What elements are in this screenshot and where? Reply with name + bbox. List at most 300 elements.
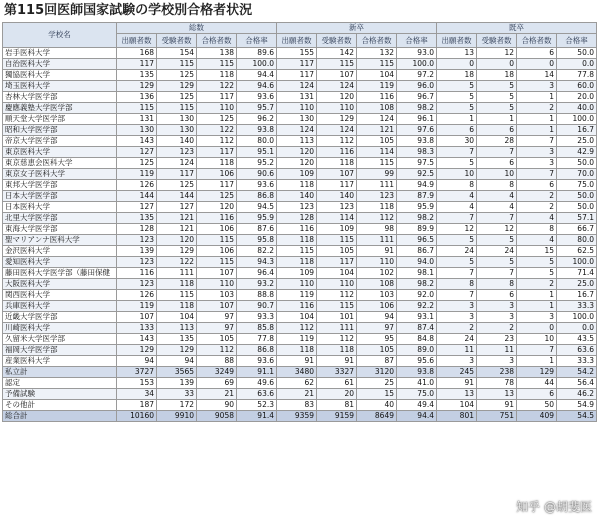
value-cell: 1 [517, 356, 557, 367]
value-cell: 128 [117, 224, 157, 235]
value-cell: 97.2 [397, 70, 437, 81]
table-row [3, 136, 597, 147]
value-cell: 71.4 [557, 268, 597, 279]
value-cell: 120 [157, 235, 197, 246]
table-row [3, 169, 597, 180]
value-cell: 5 [437, 103, 477, 114]
value-cell: 124 [157, 158, 197, 169]
value-cell: 66.7 [557, 224, 597, 235]
table-row [3, 70, 597, 81]
table-row [3, 246, 597, 257]
value-cell: 5 [477, 257, 517, 268]
value-cell: 8 [477, 279, 517, 290]
value-cell: 136 [117, 92, 157, 103]
value-cell: 98.2 [397, 213, 437, 224]
column-header: 合格率 [237, 34, 277, 48]
value-cell: 10160 [117, 411, 157, 422]
value-cell: 8 [477, 180, 517, 191]
value-cell: 93.8 [237, 125, 277, 136]
value-cell: 139 [117, 246, 157, 257]
value-cell: 119 [117, 301, 157, 312]
value-cell: 43.5 [557, 334, 597, 345]
value-cell: 94.9 [397, 180, 437, 191]
column-header: 出願者数 [117, 34, 157, 48]
value-cell: 99 [357, 169, 397, 180]
school-name-cell: 総合計 [3, 411, 117, 422]
value-cell: 57.1 [557, 213, 597, 224]
value-cell: 4 [437, 202, 477, 213]
school-name-cell: 予備試験 [3, 389, 117, 400]
value-cell: 95.6 [397, 356, 437, 367]
value-cell: 116 [277, 224, 317, 235]
value-cell: 56.4 [557, 378, 597, 389]
value-cell: 129 [117, 345, 157, 356]
value-cell: 3 [517, 158, 557, 169]
value-cell: 5 [477, 235, 517, 246]
value-cell: 140 [277, 191, 317, 202]
value-cell: 1 [477, 114, 517, 125]
value-cell: 3 [517, 81, 557, 92]
value-cell: 41.0 [397, 378, 437, 389]
value-cell: 8 [437, 279, 477, 290]
value-cell: 75.0 [557, 180, 597, 191]
column-header: 出願者数 [277, 34, 317, 48]
value-cell: 3120 [357, 367, 397, 378]
value-cell: 5 [437, 158, 477, 169]
value-cell: 5 [517, 268, 557, 279]
value-cell: 116 [357, 92, 397, 103]
value-cell: 238 [477, 367, 517, 378]
value-cell: 23 [477, 334, 517, 345]
value-cell: 112 [277, 323, 317, 334]
value-cell: 91 [357, 246, 397, 257]
value-cell: 128 [277, 213, 317, 224]
value-cell: 11 [477, 345, 517, 356]
value-cell: 7 [437, 268, 477, 279]
value-cell: 7 [477, 268, 517, 279]
value-cell: 94 [117, 356, 157, 367]
value-cell: 100.0 [557, 257, 597, 268]
value-cell: 110 [357, 257, 397, 268]
group-header-total: 総数 [117, 23, 277, 34]
value-cell: 46.2 [557, 389, 597, 400]
value-cell: 5 [477, 92, 517, 103]
value-cell: 13 [437, 48, 477, 59]
value-cell: 105 [357, 345, 397, 356]
school-name-cell: その他計 [3, 400, 117, 411]
value-cell: 95.8 [237, 235, 277, 246]
value-cell: 80.0 [237, 136, 277, 147]
value-cell: 5 [437, 92, 477, 103]
value-cell: 3565 [157, 367, 197, 378]
value-cell: 92.2 [397, 301, 437, 312]
value-cell: 50.0 [557, 48, 597, 59]
value-cell: 50 [517, 400, 557, 411]
value-cell: 10 [437, 169, 477, 180]
value-cell: 155 [277, 48, 317, 59]
value-cell: 100.0 [557, 114, 597, 125]
value-cell: 95 [357, 334, 397, 345]
table-row [3, 158, 597, 169]
value-cell: 117 [317, 180, 357, 191]
value-cell: 93.0 [397, 48, 437, 59]
value-cell: 93.6 [237, 180, 277, 191]
school-name-cell: 東邦大学医学部 [3, 180, 117, 191]
value-cell: 115 [317, 301, 357, 312]
value-cell: 118 [277, 345, 317, 356]
value-cell: 6 [517, 48, 557, 59]
value-cell: 100.0 [237, 59, 277, 70]
value-cell: 13 [477, 389, 517, 400]
value-cell: 132 [357, 48, 397, 59]
value-cell: 125 [197, 191, 237, 202]
value-cell: 112 [357, 213, 397, 224]
value-cell: 49.4 [397, 400, 437, 411]
column-header: 受験者数 [157, 34, 197, 48]
value-cell: 801 [437, 411, 477, 422]
value-cell: 121 [357, 125, 397, 136]
school-name-cell: 関西医科大学 [3, 290, 117, 301]
value-cell: 129 [117, 81, 157, 92]
value-cell: 94 [357, 312, 397, 323]
value-cell: 93.2 [237, 279, 277, 290]
value-cell: 89.6 [237, 48, 277, 59]
value-cell: 117 [317, 257, 357, 268]
school-name-cell: 日本医科大学 [3, 202, 117, 213]
value-cell: 77.8 [237, 334, 277, 345]
table-row [3, 125, 597, 136]
value-cell: 98.2 [397, 103, 437, 114]
value-cell: 94.3 [237, 257, 277, 268]
column-header: 合格率 [557, 34, 597, 48]
value-cell: 3 [517, 312, 557, 323]
school-name-cell: 兵庫医科大学 [3, 301, 117, 312]
value-cell: 7 [517, 136, 557, 147]
value-cell: 104 [277, 312, 317, 323]
group-header-new-graduates: 新卒 [277, 23, 437, 34]
value-cell: 40 [357, 400, 397, 411]
value-cell: 115 [157, 59, 197, 70]
school-name-cell: 久留米大学医学部 [3, 334, 117, 345]
value-cell: 18 [437, 70, 477, 81]
value-cell: 3 [437, 301, 477, 312]
value-cell: 109 [277, 268, 317, 279]
school-name-cell: 聖マリアンナ医科大学 [3, 235, 117, 246]
value-cell: 123 [277, 202, 317, 213]
school-name-cell: 東京慈恵会医科大学 [3, 158, 117, 169]
value-cell: 20.0 [557, 92, 597, 103]
value-cell: 115 [357, 59, 397, 70]
value-cell: 130 [277, 114, 317, 125]
value-cell: 4 [517, 235, 557, 246]
value-cell: 116 [277, 301, 317, 312]
value-cell: 21 [197, 389, 237, 400]
value-cell: 120 [317, 92, 357, 103]
value-cell: 0 [517, 59, 557, 70]
value-cell: 110 [197, 279, 237, 290]
value-cell: 91 [277, 356, 317, 367]
value-cell: 91 [437, 378, 477, 389]
value-cell: 2 [517, 202, 557, 213]
value-cell: 114 [317, 213, 357, 224]
value-cell: 1 [517, 92, 557, 103]
value-cell: 3 [477, 301, 517, 312]
table-header [3, 23, 597, 48]
value-cell: 135 [157, 334, 197, 345]
value-cell: 9159 [317, 411, 357, 422]
table-row [3, 290, 597, 301]
value-cell: 110 [277, 103, 317, 114]
value-cell: 117 [197, 180, 237, 191]
value-cell: 117 [197, 92, 237, 103]
school-name-cell: 福岡大学医学部 [3, 345, 117, 356]
value-cell: 13 [437, 389, 477, 400]
value-cell: 28 [477, 136, 517, 147]
value-cell: 104 [357, 70, 397, 81]
value-cell: 93.3 [237, 312, 277, 323]
grand-total-row [3, 411, 597, 422]
school-name-cell: 自治医科大学 [3, 59, 117, 70]
value-cell: 96.1 [397, 114, 437, 125]
value-cell: 115 [157, 103, 197, 114]
value-cell: 50.0 [557, 191, 597, 202]
value-cell: 130 [117, 125, 157, 136]
value-cell: 6 [437, 125, 477, 136]
value-cell: 117 [197, 147, 237, 158]
value-cell: 24 [437, 334, 477, 345]
value-cell: 0 [477, 59, 517, 70]
value-cell: 135 [117, 70, 157, 81]
value-cell: 34 [117, 389, 157, 400]
table-row [3, 48, 597, 59]
school-name-cell: 私立計 [3, 367, 117, 378]
value-cell: 153 [117, 378, 157, 389]
value-cell: 118 [277, 257, 317, 268]
value-cell: 112 [317, 136, 357, 147]
value-cell: 97.5 [397, 158, 437, 169]
table-row [3, 235, 597, 246]
column-header: 出願者数 [437, 34, 477, 48]
table-row [3, 389, 597, 400]
value-cell: 60.0 [557, 81, 597, 92]
value-cell: 105 [197, 334, 237, 345]
value-cell: 144 [157, 191, 197, 202]
value-cell: 52.3 [237, 400, 277, 411]
value-cell: 7 [477, 213, 517, 224]
value-cell: 91 [317, 356, 357, 367]
table-row [3, 92, 597, 103]
value-cell: 44 [517, 378, 557, 389]
value-cell: 3 [477, 312, 517, 323]
value-cell: 1 [517, 290, 557, 301]
value-cell: 3 [517, 147, 557, 158]
value-cell: 33 [157, 389, 197, 400]
school-name-cell: 北里大学医学部 [3, 213, 117, 224]
watermark: 知乎 @胡斐医 [516, 500, 592, 514]
value-cell: 118 [157, 301, 197, 312]
value-cell: 1 [437, 114, 477, 125]
value-cell: 98.2 [397, 279, 437, 290]
value-cell: 104 [317, 268, 357, 279]
table-row [3, 147, 597, 158]
table-row [3, 312, 597, 323]
value-cell: 81 [317, 400, 357, 411]
value-cell: 85.8 [237, 323, 277, 334]
value-cell: 117 [277, 59, 317, 70]
value-cell: 97 [357, 323, 397, 334]
table-row [3, 334, 597, 345]
value-cell: 123 [357, 191, 397, 202]
value-cell: 129 [517, 367, 557, 378]
value-cell: 7 [437, 290, 477, 301]
table-row [3, 59, 597, 70]
value-cell: 94 [157, 356, 197, 367]
value-cell: 0.0 [557, 59, 597, 70]
value-cell: 187 [117, 400, 157, 411]
school-name-cell: 昭和大学医学部 [3, 125, 117, 136]
value-cell: 4 [477, 202, 517, 213]
value-cell: 103 [197, 290, 237, 301]
value-cell: 110 [277, 279, 317, 290]
value-cell: 98 [357, 224, 397, 235]
value-cell: 103 [357, 290, 397, 301]
value-cell: 114 [357, 147, 397, 158]
value-cell: 172 [157, 400, 197, 411]
value-cell: 110 [197, 103, 237, 114]
value-cell: 98.3 [397, 147, 437, 158]
value-cell: 140 [317, 191, 357, 202]
column-header: 合格者数 [357, 34, 397, 48]
value-cell: 119 [357, 81, 397, 92]
value-cell: 130 [157, 125, 197, 136]
value-cell: 2 [517, 191, 557, 202]
value-cell: 108 [357, 103, 397, 114]
value-cell: 97 [197, 323, 237, 334]
value-cell: 1 [517, 301, 557, 312]
value-cell: 93.8 [397, 367, 437, 378]
value-cell: 89.0 [397, 345, 437, 356]
value-cell: 96.2 [237, 114, 277, 125]
table-row [3, 323, 597, 334]
value-cell: 9058 [197, 411, 237, 422]
school-name-cell: 東海大学医学部 [3, 224, 117, 235]
value-cell: 115 [117, 103, 157, 114]
table-row [3, 191, 597, 202]
school-name-header: 学校名 [3, 23, 117, 48]
subtotal-row [3, 367, 597, 378]
value-cell: 101 [317, 312, 357, 323]
value-cell: 54.5 [557, 411, 597, 422]
value-cell: 115 [317, 235, 357, 246]
table-row [3, 213, 597, 224]
value-cell: 16.7 [557, 125, 597, 136]
value-cell: 126 [117, 290, 157, 301]
value-cell: 123 [117, 279, 157, 290]
value-cell: 107 [317, 70, 357, 81]
value-cell: 110 [317, 279, 357, 290]
value-cell: 97.6 [397, 125, 437, 136]
value-cell: 11 [437, 345, 477, 356]
value-cell: 118 [317, 345, 357, 356]
value-cell: 121 [157, 213, 197, 224]
value-cell: 2 [437, 323, 477, 334]
table-row [3, 180, 597, 191]
value-cell: 12 [477, 48, 517, 59]
value-cell: 8 [437, 180, 477, 191]
value-cell: 107 [317, 169, 357, 180]
value-cell: 24 [477, 246, 517, 257]
value-cell: 62.5 [557, 246, 597, 257]
table-row [3, 114, 597, 125]
value-cell: 94.4 [237, 70, 277, 81]
value-cell: 129 [157, 246, 197, 257]
value-cell: 90.7 [237, 301, 277, 312]
value-cell: 33.3 [557, 356, 597, 367]
results-table [2, 22, 597, 422]
value-cell: 70.0 [557, 169, 597, 180]
value-cell: 5 [477, 103, 517, 114]
value-cell: 125 [197, 114, 237, 125]
value-cell: 6 [477, 125, 517, 136]
value-cell: 124 [277, 81, 317, 92]
page-title: 第115回医師国家試験の学校別合格者状況 [4, 3, 253, 18]
value-cell: 8 [517, 224, 557, 235]
value-cell: 105 [357, 136, 397, 147]
value-cell: 115 [277, 246, 317, 257]
value-cell: 118 [277, 235, 317, 246]
value-cell: 127 [117, 147, 157, 158]
value-cell: 83 [277, 400, 317, 411]
table-row [3, 400, 597, 411]
value-cell: 107 [117, 312, 157, 323]
value-cell: 109 [317, 224, 357, 235]
value-cell: 751 [477, 411, 517, 422]
value-cell: 82.2 [237, 246, 277, 257]
value-cell: 3 [477, 356, 517, 367]
value-cell: 111 [317, 323, 357, 334]
value-cell: 95.9 [237, 213, 277, 224]
value-cell: 3 [437, 312, 477, 323]
value-cell: 118 [197, 158, 237, 169]
column-header: 合格率 [397, 34, 437, 48]
value-cell: 5 [477, 81, 517, 92]
value-cell: 3 [437, 356, 477, 367]
value-cell: 7 [517, 345, 557, 356]
school-name-cell: 産業医科大学 [3, 356, 117, 367]
school-name-cell: 帝京大学医学部 [3, 136, 117, 147]
value-cell: 3727 [117, 367, 157, 378]
value-cell: 124 [317, 81, 357, 92]
value-cell: 1 [517, 125, 557, 136]
value-cell: 90 [197, 400, 237, 411]
value-cell: 94.4 [397, 411, 437, 422]
table-row [3, 202, 597, 213]
value-cell: 5 [437, 235, 477, 246]
school-name-cell: 金沢医科大学 [3, 246, 117, 257]
value-cell: 95.9 [397, 202, 437, 213]
value-cell: 75.0 [397, 389, 437, 400]
value-cell: 3249 [197, 367, 237, 378]
value-cell: 86.8 [237, 345, 277, 356]
value-cell: 112 [197, 136, 237, 147]
value-cell: 118 [197, 70, 237, 81]
value-cell: 84.8 [397, 334, 437, 345]
value-cell: 111 [357, 235, 397, 246]
value-cell: 7 [437, 147, 477, 158]
table-row [3, 103, 597, 114]
value-cell: 168 [117, 48, 157, 59]
value-cell: 6 [477, 290, 517, 301]
